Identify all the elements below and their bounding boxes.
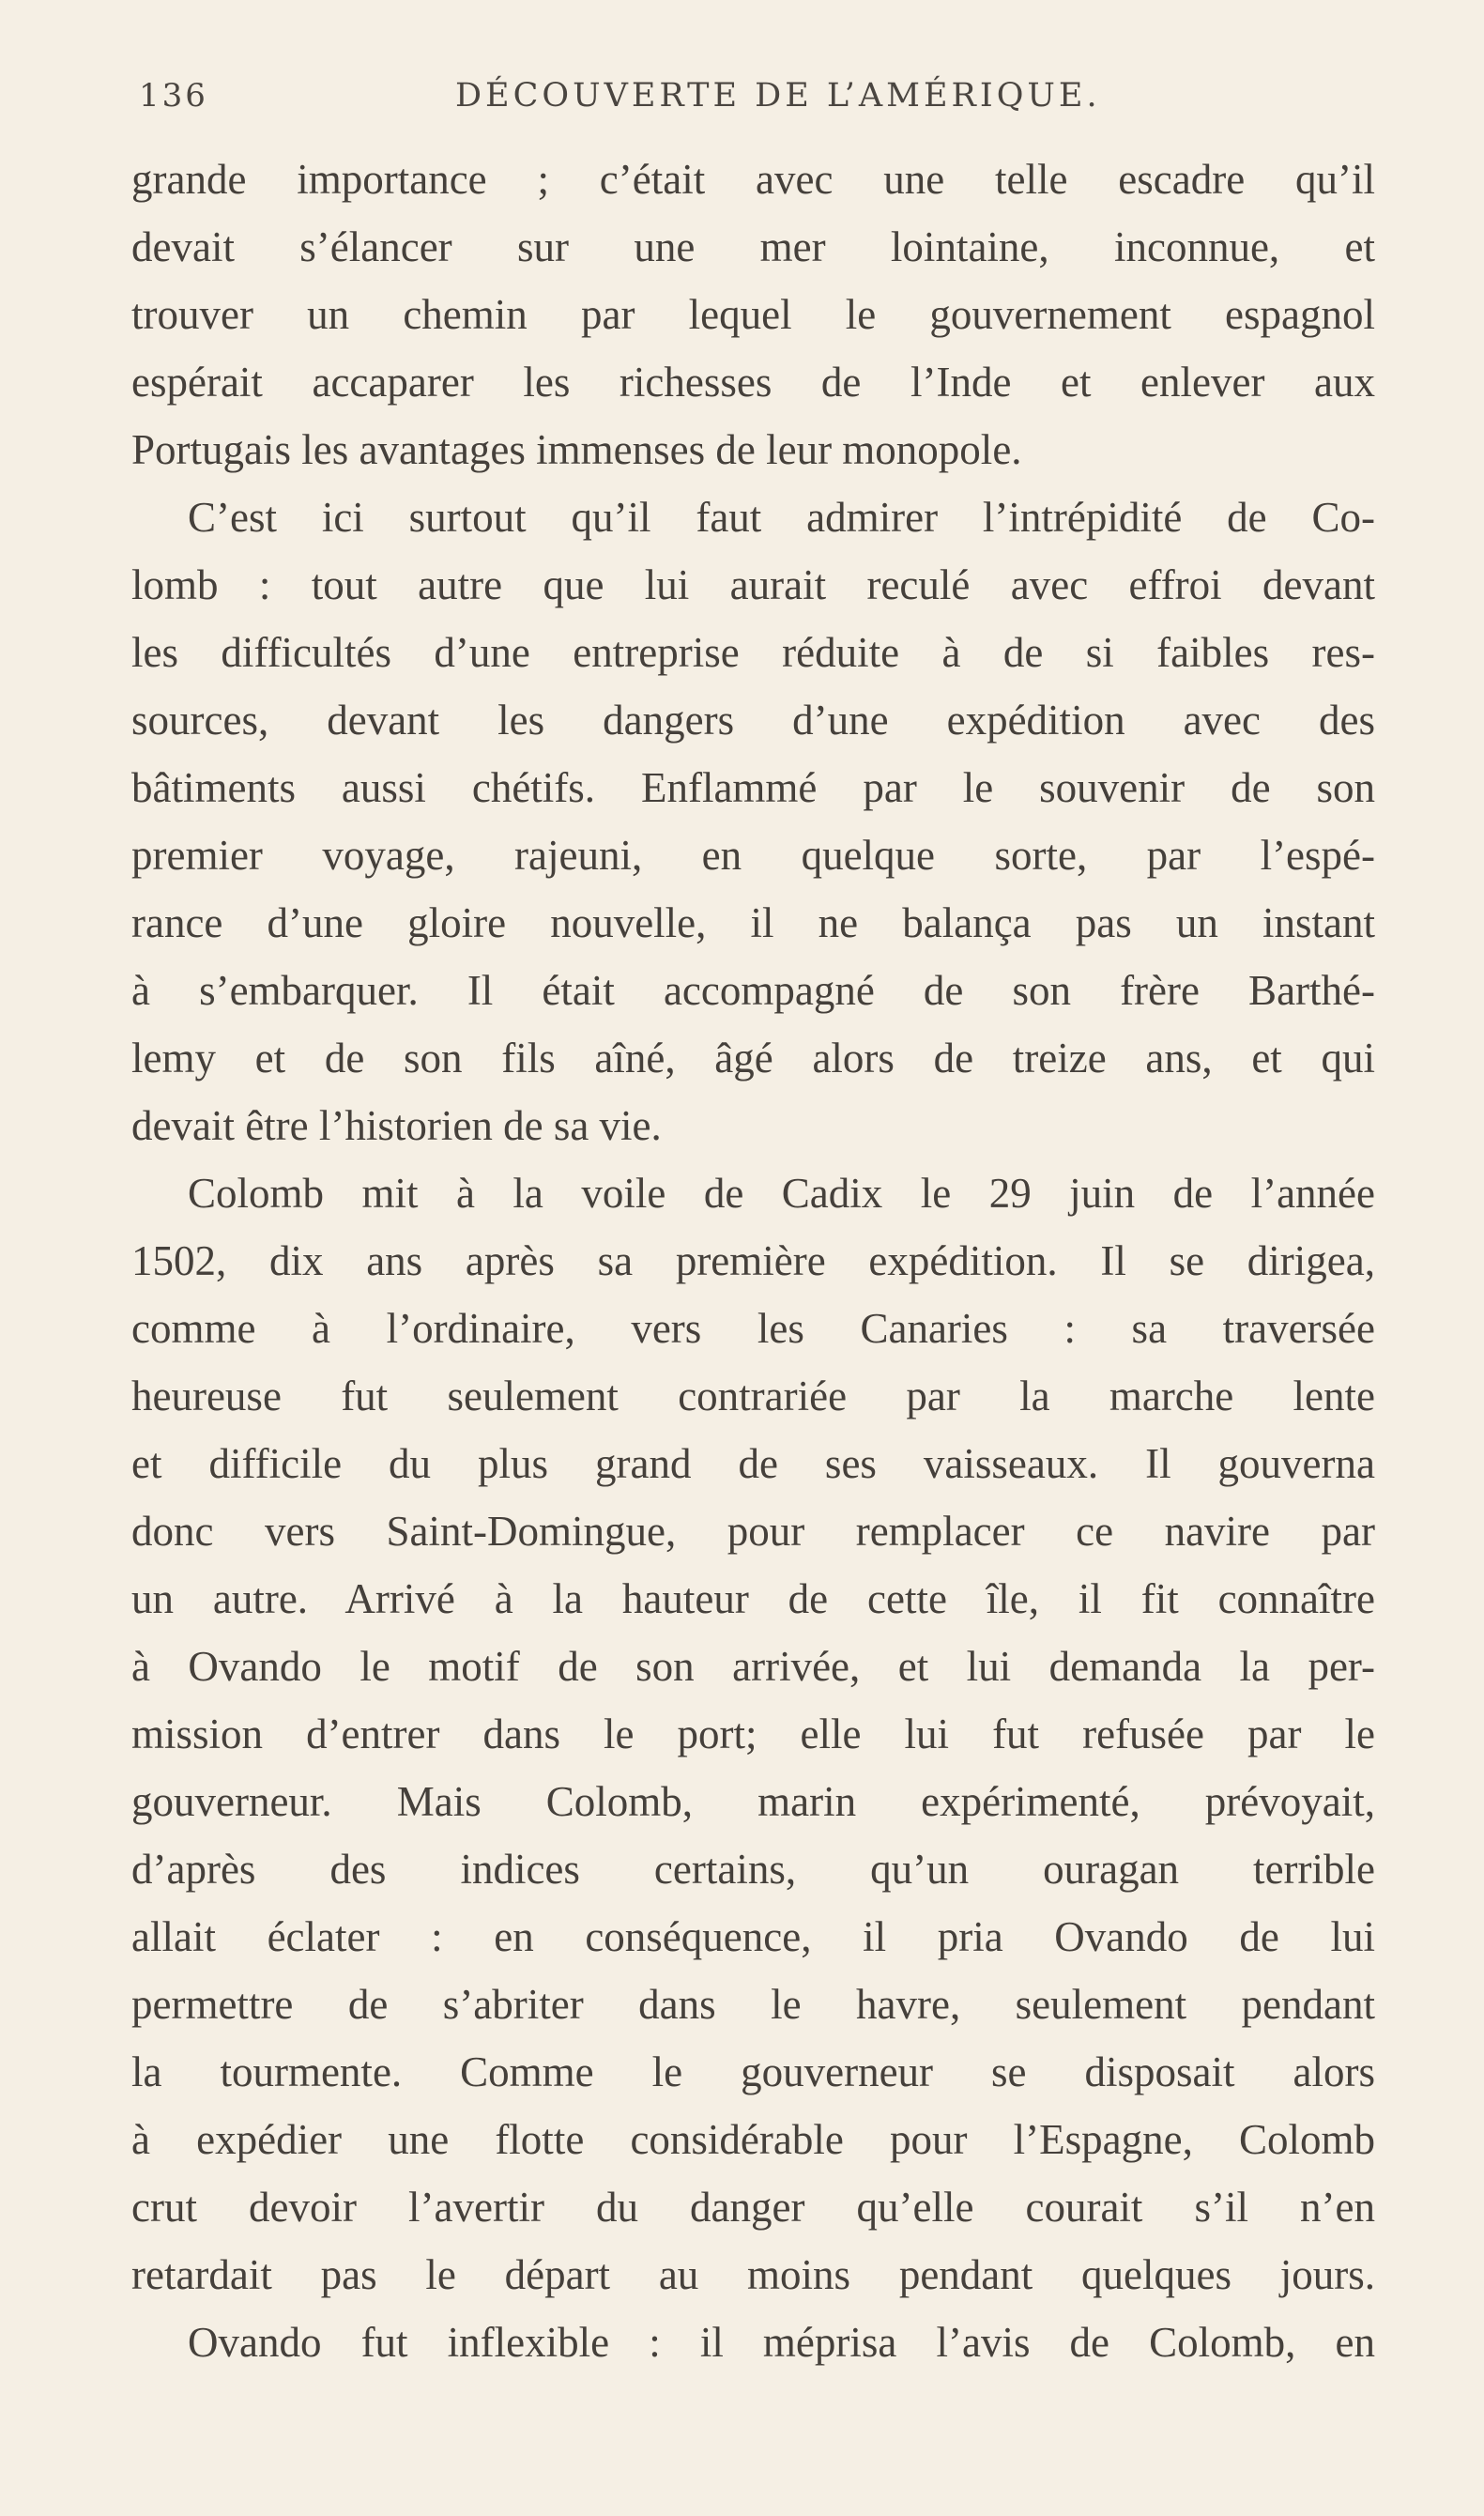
text-line: C’est ici surtout qu’il faut admirer l’intrépidité de Co- xyxy=(188,494,1375,541)
text-line: premier voyage, rajeuni, en quelque sorte, par l’espé- xyxy=(131,832,1375,879)
text-line: trouver un chemin par lequel le gouvernement espagnol xyxy=(131,291,1375,338)
text-line: mission d’entrer dans le port; elle lui fut refusée par le xyxy=(131,1711,1375,1757)
text-line: Portugais les avantages immenses de leur monopole. xyxy=(131,426,1022,473)
text-line: retardait pas le départ au moins pendant quelques jours. xyxy=(131,2251,1375,2298)
body-text xyxy=(131,146,1375,2376)
text-line: les difficultés d’une entreprise réduite à de si faibles res- xyxy=(131,629,1375,676)
running-head xyxy=(131,77,1375,133)
text-line: sources, devant les dangers d’une expédition avec des xyxy=(131,697,1375,744)
text-line: lemy et de son fils aîné, âgé alors de treize ans, et qui xyxy=(131,1035,1375,1082)
text-line: comme à l’ordinaire, vers les Canaries : sa traversée xyxy=(131,1305,1375,1352)
text-line: d’après des indices certains, qu’un ouragan terrible xyxy=(131,1846,1375,1893)
text-line: rance d’une gloire nouvelle, il ne balança pas un instant xyxy=(131,899,1375,946)
text-line: devait être l’historien de sa vie. xyxy=(131,1102,662,1149)
text-line: devait s’élancer sur une mer lointaine, inconnue, et xyxy=(131,223,1375,270)
text-line: à Ovando le motif de son arrivée, et lui demanda la per- xyxy=(131,1643,1375,1690)
running-title: DÉCOUVERTE DE L’AMÉRIQUE. xyxy=(455,77,1101,115)
text-line: la tourmente. Comme le gouverneur se disposait alors xyxy=(131,2048,1375,2095)
text-line: allait éclater : en conséquence, il pria Ovando de lui xyxy=(131,1913,1375,1960)
text-line: donc vers Saint-Domingue, pour remplacer ce navire par xyxy=(131,1508,1375,1555)
text-line: à s’embarquer. Il était accompagné de son frère Barthé- xyxy=(131,967,1375,1014)
page-number: 136 xyxy=(139,77,208,115)
text-line: heureuse fut seulement contrariée par la marche lente xyxy=(131,1373,1375,1419)
text-line: grande importance ; c’était avec une telle escadre qu’il xyxy=(131,156,1375,203)
text-line: permettre de s’abriter dans le havre, seulement pendant xyxy=(131,1981,1375,2028)
text-line: bâtiments aussi chétifs. Enflammé par le souvenir de son xyxy=(131,764,1375,811)
text-line: un autre. Arrivé à la hauteur de cette île, il fit connaître xyxy=(131,1575,1375,1622)
text-line: 1502, dix ans après sa première expédition. Il se dirigea, xyxy=(131,1237,1375,1284)
text-line: lomb : tout autre que lui aurait reculé avec effroi devant xyxy=(131,561,1375,608)
text-line: gouverneur. Mais Colomb, marin expérimenté, prévoyait, xyxy=(131,1778,1375,1825)
text-line: espérait accaparer les richesses de l’Inde et enlever aux xyxy=(131,359,1375,406)
text-line: à expédier une flotte considérable pour l’Espagne, Colomb xyxy=(131,2116,1375,2163)
text-line: Colomb mit à la voile de Cadix le 29 juin de l’année xyxy=(188,1170,1375,1217)
text-line: Ovando fut inflexible : il méprisa l’avis de Colomb, en xyxy=(188,2319,1375,2366)
text-line: et difficile du plus grand de ses vaisseaux. Il gouverna xyxy=(131,1440,1375,1487)
text-line: crut devoir l’avertir du danger qu’elle courait s’il n’en xyxy=(131,2184,1375,2231)
